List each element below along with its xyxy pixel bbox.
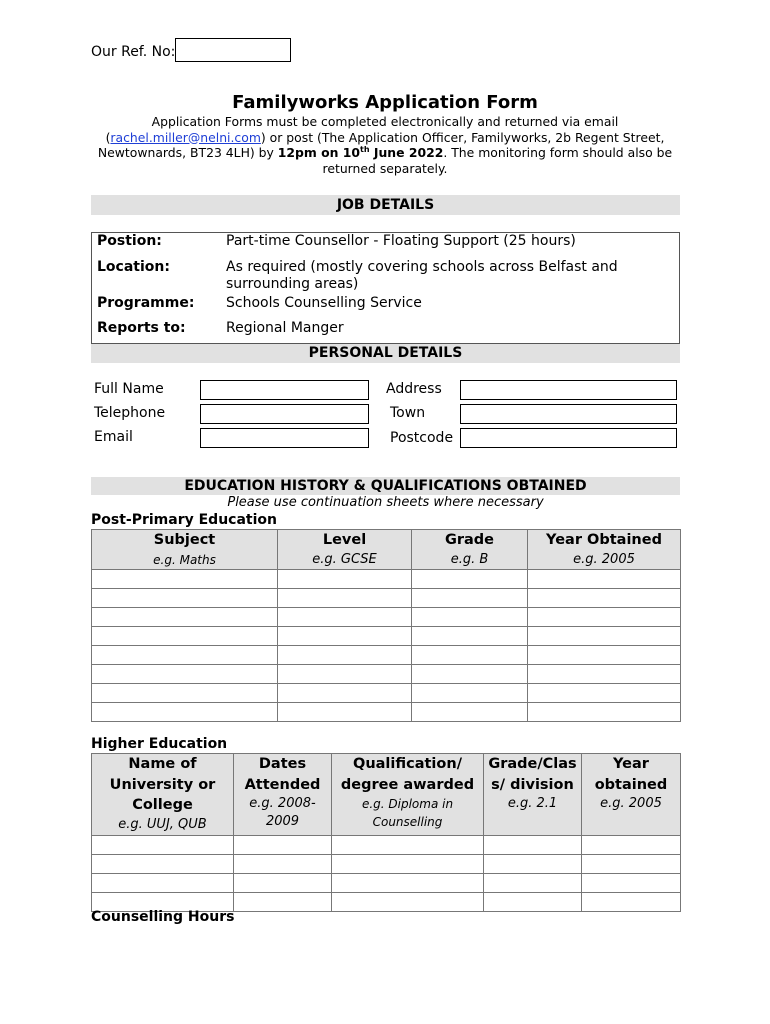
email-input[interactable] [200, 428, 369, 448]
location-label: Location: [97, 259, 170, 275]
column-header: Dates Attended e.g. 2008-2009 [234, 754, 332, 836]
telephone-label: Telephone [94, 405, 166, 421]
our-ref-input[interactable] [175, 38, 291, 62]
table-row [92, 836, 681, 855]
column-header: Subject e.g. Maths [92, 530, 278, 570]
table-row [92, 855, 681, 874]
column-header: Name of University or College e.g. UUJ, QUB [92, 754, 234, 836]
table-row [92, 626, 681, 645]
full-name-label: Full Name [94, 381, 164, 397]
position-value: Part-time Counsellor - Floating Support (25 hours) [226, 233, 576, 249]
column-header: Qualification/ degree awarded e.g. Diploma in Counselling [332, 754, 484, 836]
table-header-row [92, 530, 681, 570]
post-primary-heading: Post-Primary Education [91, 512, 277, 528]
programme-value: Schools Counselling Service [226, 295, 422, 311]
table-row [92, 645, 681, 664]
email-label: Email [94, 429, 133, 445]
table-row [92, 683, 681, 702]
post-primary-table [91, 529, 681, 722]
table-header-row [92, 754, 681, 836]
programme-label: Programme: [97, 295, 195, 311]
town-input[interactable] [460, 404, 677, 424]
position-label: Postion: [97, 233, 162, 249]
column-header: Grade/Class/ division e.g. 2.1 [484, 754, 582, 836]
location-value: As required (mostly covering schools across Belfast and surrounding areas) [226, 259, 618, 292]
telephone-input[interactable] [200, 404, 369, 424]
column-header: Grade e.g. B [412, 530, 528, 570]
table-row [92, 664, 681, 683]
education-heading: EDUCATION HISTORY & QUALIFICATIONS OBTAINED [91, 477, 680, 495]
counselling-hours-heading: Counselling Hours [91, 909, 235, 925]
address-label: Address [386, 381, 442, 397]
our-ref-label: Our Ref. No: [91, 44, 176, 60]
higher-education-heading: Higher Education [91, 736, 228, 752]
continuation-note: Please use continuation sheets where necessary [227, 495, 544, 510]
intro-paragraph: Application Forms must be completed electronically and returned via email (rachel.miller@nelni.com) or post (The Application Officer, Familyworks, 2b Regent Street, Newtownards, BT23 4LH) by 12pm on 10th June 2022. The monitoring form should also be returned separately. [97, 114, 673, 176]
table-row [92, 569, 681, 588]
postcode-input[interactable] [460, 428, 677, 448]
table-row [92, 874, 681, 893]
column-header: Year obtained e.g. 2005 [582, 754, 681, 836]
full-name-input[interactable] [200, 380, 369, 400]
reports-to-label: Reports to: [97, 320, 186, 336]
town-label: Town [390, 405, 426, 421]
column-header: Level e.g. GCSE [278, 530, 412, 570]
address-input[interactable] [460, 380, 677, 400]
table-row [92, 588, 681, 607]
postcode-label: Postcode [390, 430, 454, 446]
reports-to-value: Regional Manger [226, 320, 344, 336]
deadline: 12pm on 10th June 2022 [277, 144, 444, 160]
job-details-heading: JOB DETAILS [91, 195, 680, 215]
personal-details-heading: PERSONAL DETAILS [91, 344, 680, 363]
table-row [92, 607, 681, 626]
email-link[interactable]: rachel.miller@nelni.com [110, 129, 261, 145]
higher-education-table [91, 753, 681, 912]
form-title: Familyworks Application Form [232, 92, 538, 113]
table-row [92, 702, 681, 721]
column-header: Year Obtained e.g. 2005 [528, 530, 681, 570]
